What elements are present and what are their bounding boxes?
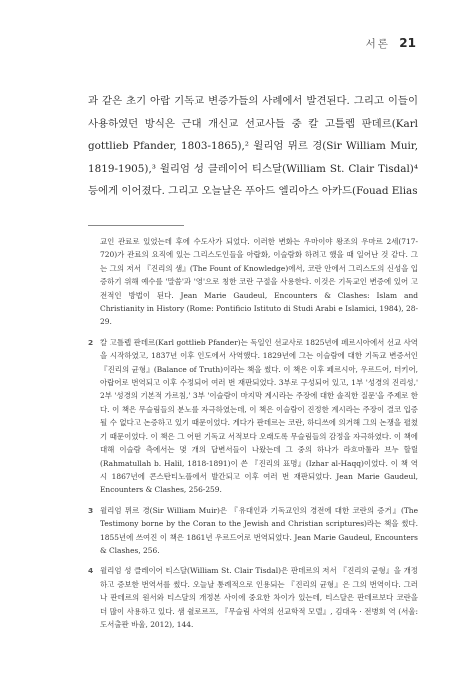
footnote-text: 윌리엄 성 클레이어 티스달(William St. Clair Tisdal)은 판데르의 저서 『진리의 균형』을 개정하고 증보한 번역서를 썼다. 오늘날 통례적으로 인용되는 『진리의 균형』은 그의 번역이다. 그러나 판데르의 원서와 티스달의 개정본 사이에 중요한 차이가 있는데, 티스달은 판데르보다 코란을 더 많이 사용하고 있다. 샘 쉴로르프, 『무슬림 사역의 선교학적 모델』, 김대옥 · 전병희 역 (서울: 도서출판 바울, 2012), 144. <box>100 566 418 629</box>
footnotes <box>88 235 418 638</box>
footnote-continuation <box>88 235 418 329</box>
body-text <box>88 90 418 203</box>
page-number: 21 <box>399 36 416 50</box>
footnote-number: 3 <box>88 505 94 515</box>
footnote-text: 윌리엄 뮈르 경(Sir William Muir)은 『유대인과 기독교인의 경전에 대한 코란의 증거』(The Testimony borne by the Coran to the Jewish and Christian scriptures)라는 책을 썼다. 1855년에 쓰여진 이 책은 1861년 우르드어로 번역되었다. Jean Marie Gaudeul, Encounters & Clashes, 256. <box>100 505 418 555</box>
footnote-3 <box>88 504 418 558</box>
section-title: 서론 <box>365 38 390 50</box>
footnote-text: 칼 고틀렙 판데르(Karl gottlieb Pfander)는 독일인 선교사로 1825년에 페르시아에서 선교 사역을 시작하였고, 1837년 이후 인도에서 사역했다. 1829년에 그는 이슬람에 대한 기독교 변증서인 『진리의 균형』(Balance of Truth)이라는 책을 썼다. 이 책은 이후 페르시아, 우르드어, 터키어, 아랍어로 번역되고 이후 수정되어 여러 번 재판되었다. 3부로 구성되어 있고, 1부 '성경의 진리성,' 2부 '성경의 기본적 가르침,' 3부 '이슬람이 마지막 계시라는 주장에 대한 솔직한 질문'을 주제로 한다. 이 책은 무슬림들의 분노를 자극하였는데, 이 책은 이슬람이 진정한 계시라는 주장이 결코 입증 될 수 없다고 논증하고 있기 때문이었다. 게다가 판데르는 코란, 하디쓰에 의거해 그의 논쟁을 펼쳤기 때문이었다. 이 책은 그 어떤 기독교 서적보다 오래도록 무슬림들의 감정을 자극하였다. 이 책에 대해 이슬람 측에서는 몇 개의 답변서들이 나왔는데 그 중의 하나가 라흐마툴라 브누 할릴(Rahmatullah b. Halil, 1818-1891)이 쓴 『진리의 표명』(Izhar al-Haqq)이었다. 이 책 역시 1867년에 콘스탄티노플에서 발간되고 이후 여러 번 재판되었다. Jean Marie Gaudeul, Encounters & Clashes, 256-259. <box>100 337 418 495</box>
footnote-text: 교인 관료로 있었는데 후에 수도사가 되었다. 이러한 변화는 우마이야 왕조의 우마르 2세(717-720)가 관료의 요직에 있는 그리스도인들을 아랍화, 이슬람화 하려고 했을 때 일어난 것 같다. 그는 그의 저서 『진리의 샘』(The Fount of Knowledge)에서, 코란 안에서 그리스도의 신성을 입증하기 위해 예수를 '말씀'과 '영'으로 칭한 코란 구절을 사용한다. 이것은 기독교인 변증에 있어 고전적인 방법이 된다. Jean Marie Gaudeul, Encounters & Clashes: Islam and Christianity in History (Rome: Pontificio Istituto di Studi Arabi e Islamici, 1984), 28-29. <box>100 237 418 327</box>
footnote-4 <box>88 564 418 631</box>
footnote-number: 2 <box>88 337 94 347</box>
footnote-2 <box>88 336 418 497</box>
body-paragraph: 과 같은 초기 아랍 기독교 변증가들의 사례에서 발견된다. 그리고 이들이 사용하였던 방식은 근대 개신교 선교사들 중 칼 고틀렙 판데르(Karl gottlieb Pfander, 1803-1865),² 윌리엄 뮈르 경(Sir William Muir, 1819-1905),³ 윌리엄 성 클레이어 티스달(William St. Clair Tisdal)⁴ 등에게 이어졌다. 그리고 오늘날은 푸아드 엘리아스 아카드(Fouad Elias <box>88 95 418 198</box>
footnote-divider <box>88 225 184 226</box>
page-header <box>366 36 416 51</box>
footnote-number: 4 <box>88 566 94 576</box>
